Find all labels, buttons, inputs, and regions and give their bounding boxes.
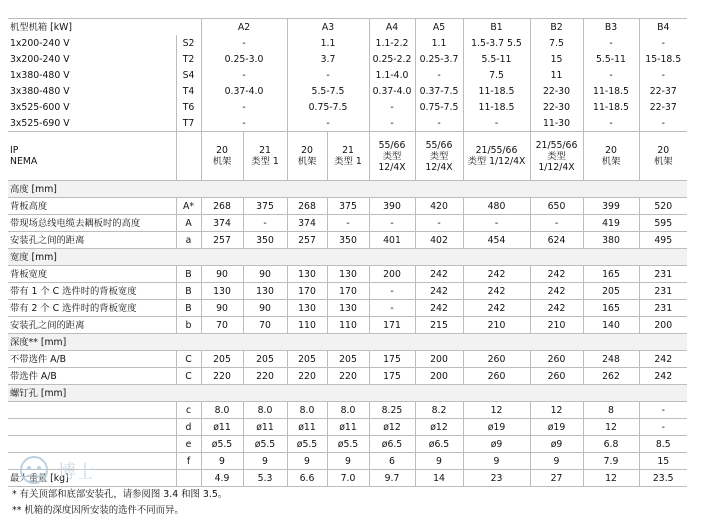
power-range-cell: -: [369, 115, 415, 132]
voltage-code: T6: [176, 99, 201, 115]
weight-value: 27: [530, 470, 583, 487]
dimension-value: 200: [369, 266, 415, 283]
dimension-value: 9: [530, 453, 583, 470]
dimension-value: 454: [463, 232, 530, 249]
dimension-value: 9: [243, 453, 287, 470]
voltage-row: [8, 115, 687, 132]
power-range-cell: -: [639, 115, 687, 132]
ip-rating-cell: 55/66 类型 12/4X: [369, 132, 415, 181]
dimension-value: 9: [463, 453, 530, 470]
dimension-value: 205: [201, 351, 243, 368]
enclosure-header-b1: B1: [463, 19, 530, 36]
dimension-value: 242: [415, 266, 463, 283]
dimension-symbol: A: [176, 215, 201, 232]
dimension-value: 260: [530, 368, 583, 385]
dimension-value: 8.5: [639, 436, 687, 453]
power-range-cell: 11: [530, 67, 583, 83]
dimension-row: [8, 232, 687, 249]
power-range-cell: 0.37-4.0: [369, 83, 415, 99]
dimension-symbol: d: [176, 419, 201, 436]
enclosure-header-b4: B4: [639, 19, 687, 36]
dimension-value: 205: [327, 351, 369, 368]
dimension-value: 130: [327, 266, 369, 283]
dimension-value: 220: [327, 368, 369, 385]
dimension-value: 624: [530, 232, 583, 249]
dimension-value: 210: [463, 317, 530, 334]
dimension-label: 带有 1 个 C 选件时的背板宽度: [8, 283, 176, 300]
dimension-value: 242: [415, 300, 463, 317]
weight-value: 23.5: [639, 470, 687, 487]
weight-value: 6.6: [287, 470, 327, 487]
dimension-row: [8, 300, 687, 317]
dimension-value: 170: [327, 283, 369, 300]
dimension-value: 242: [530, 300, 583, 317]
weight-value: 9.7: [369, 470, 415, 487]
voltage-code: S2: [176, 35, 201, 51]
dimension-row: [8, 198, 687, 215]
dimension-row: [8, 351, 687, 368]
dimension-value: 595: [639, 215, 687, 232]
dimension-value: -: [463, 215, 530, 232]
dimension-value: 390: [369, 198, 415, 215]
dimension-symbol: B: [176, 266, 201, 283]
dimension-value: 242: [530, 266, 583, 283]
dimension-label: 安装孔之间的距离: [8, 232, 176, 249]
weight-value: 5.3: [243, 470, 287, 487]
power-range-cell: 1.1-4.0: [369, 67, 415, 83]
weight-row: [8, 470, 687, 487]
dimension-value: 480: [463, 198, 530, 215]
power-range-cell: -: [583, 35, 639, 51]
dimension-row: [8, 402, 687, 419]
dimension-row: [8, 419, 687, 436]
power-range-cell: 1.1-2.2: [369, 35, 415, 51]
dimension-value: 205: [583, 283, 639, 300]
dimension-value: 165: [583, 300, 639, 317]
ip-rating-cell: 20 机架: [583, 132, 639, 181]
ip-rating-cell: 20 机架: [639, 132, 687, 181]
dimension-value: 260: [463, 368, 530, 385]
section-title: 螺钉孔 [mm]: [8, 385, 687, 402]
voltage-row: [8, 35, 687, 51]
dimension-value: ø19: [530, 419, 583, 436]
dimension-value: 8.0: [327, 402, 369, 419]
dimension-symbol: B: [176, 283, 201, 300]
dimension-value: 215: [415, 317, 463, 334]
dimension-value: 8: [583, 402, 639, 419]
dimension-value: 90: [243, 266, 287, 283]
power-range-cell: -: [583, 115, 639, 132]
dimension-value: 268: [287, 198, 327, 215]
dimension-value: 175: [369, 351, 415, 368]
dimension-value: 110: [287, 317, 327, 334]
power-range-cell: -: [201, 67, 287, 83]
dimension-value: ø6.5: [415, 436, 463, 453]
power-range-cell: 22-37: [639, 99, 687, 115]
dimension-value: 70: [243, 317, 287, 334]
dimension-value: 15: [639, 453, 687, 470]
dimension-label: 带现场总线电缆去耦板时的高度: [8, 215, 176, 232]
power-range-cell: 7.5: [463, 67, 530, 83]
power-range-cell: 0.75-7.5: [287, 99, 369, 115]
dimension-symbol: e: [176, 436, 201, 453]
dimension-value: 12: [463, 402, 530, 419]
dimension-value: 242: [639, 368, 687, 385]
weight-symbol: [176, 470, 201, 487]
dimension-value: 350: [327, 232, 369, 249]
dimension-symbol: f: [176, 453, 201, 470]
dimension-symbol: a: [176, 232, 201, 249]
power-range-cell: 22-30: [530, 99, 583, 115]
voltage-label: 1x380-480 V: [10, 69, 70, 81]
dimension-value: 90: [243, 300, 287, 317]
ip-rating-cell: 55/66 类型 12/4X: [415, 132, 463, 181]
section-title: 深度** [mm]: [8, 334, 687, 351]
dimension-value: 262: [583, 368, 639, 385]
enclosure-header-a4: A4: [369, 19, 415, 36]
dimension-value: 130: [287, 300, 327, 317]
dimension-value: 9: [327, 453, 369, 470]
enclosure-header-a3: A3: [287, 19, 369, 36]
section-header: [8, 249, 687, 266]
dimension-value: 90: [201, 300, 243, 317]
power-range-cell: 0.25-3.0: [201, 51, 287, 67]
dimension-value: 165: [583, 266, 639, 283]
dimension-value: 220: [201, 368, 243, 385]
dimension-row: [8, 283, 687, 300]
dimension-label: 背板高度: [8, 198, 176, 215]
dimension-value: 6.8: [583, 436, 639, 453]
section-header: [8, 181, 687, 198]
dimension-label: 不带选件 A/B: [8, 351, 176, 368]
dimension-label: [8, 453, 176, 470]
power-range-cell: 3.7: [287, 51, 369, 67]
power-range-cell: 0.75-7.5: [415, 99, 463, 115]
dimension-label: [8, 419, 176, 436]
power-range-cell: -: [463, 115, 530, 132]
voltage-label: 3x525-600 V: [10, 101, 70, 113]
dimension-value: 205: [287, 351, 327, 368]
dimension-value: 242: [530, 283, 583, 300]
dimension-value: 380: [583, 232, 639, 249]
dimension-value: 8.2: [415, 402, 463, 419]
power-range-cell: -: [583, 67, 639, 83]
ip-rating-cell: 21 类型 1: [243, 132, 287, 181]
ip-rating-cell: 20 机架: [201, 132, 243, 181]
voltage-row: [8, 99, 687, 115]
dimension-value: 650: [530, 198, 583, 215]
section-title: 宽度 [mm]: [8, 249, 687, 266]
weight-value: 12: [583, 470, 639, 487]
voltage-code: S4: [176, 67, 201, 83]
dimension-value: 350: [243, 232, 287, 249]
dimension-value: -: [369, 283, 415, 300]
voltage-code: T7: [176, 115, 201, 132]
dimension-value: 231: [639, 300, 687, 317]
power-range-cell: 11-18.5: [463, 83, 530, 99]
voltage-label: 1x200-240 V: [10, 37, 70, 49]
power-range-cell: 11-18.5: [463, 99, 530, 115]
dimension-label: [8, 436, 176, 453]
dimension-value: ø11: [243, 419, 287, 436]
dimension-value: 375: [243, 198, 287, 215]
power-range-cell: -: [287, 67, 369, 83]
dimension-value: 520: [639, 198, 687, 215]
power-range-cell: -: [415, 67, 463, 83]
dimension-row: [8, 368, 687, 385]
dimension-value: ø12: [369, 419, 415, 436]
dimension-label: 安装孔之间的距离: [8, 317, 176, 334]
power-range-cell: 11-18.5: [583, 99, 639, 115]
dimension-value: -: [530, 215, 583, 232]
dimension-value: 242: [463, 300, 530, 317]
dimension-value: 260: [463, 351, 530, 368]
weight-value: 14: [415, 470, 463, 487]
footnote-2: ** 机箱的深度因所安装的选件不同而异。: [12, 505, 184, 516]
power-range-cell: 22-37: [639, 83, 687, 99]
weight-value: 7.0: [327, 470, 369, 487]
dimension-symbol: C: [176, 368, 201, 385]
power-range-cell: 0.25-3.7: [415, 51, 463, 67]
dimension-symbol: A*: [176, 198, 201, 215]
dimension-label: 带选件 A/B: [8, 368, 176, 385]
dimension-value: 242: [463, 266, 530, 283]
dimension-value: 9: [415, 453, 463, 470]
dimension-value: 220: [243, 368, 287, 385]
dimension-value: ø5.5: [327, 436, 369, 453]
voltage-code: T2: [176, 51, 201, 67]
dimension-value: 130: [287, 266, 327, 283]
dimension-symbol: B: [176, 300, 201, 317]
dimension-symbol: b: [176, 317, 201, 334]
voltage-row: [8, 83, 687, 99]
ip-nema-row: [8, 132, 687, 181]
dimension-row: [8, 453, 687, 470]
dimension-value: ø12: [415, 419, 463, 436]
dimension-value: 268: [201, 198, 243, 215]
dimension-symbol: c: [176, 402, 201, 419]
dimension-value: 495: [639, 232, 687, 249]
dimension-value: 130: [327, 300, 369, 317]
power-range-cell: 1.1: [415, 35, 463, 51]
power-range-cell: 7.5: [530, 35, 583, 51]
dimension-value: -: [327, 215, 369, 232]
enclosure-header-a5: A5: [415, 19, 463, 36]
dimension-value: 248: [583, 351, 639, 368]
dimension-value: 12: [583, 419, 639, 436]
ip-rating-cell: 21/55/66 类型 1/12/4X: [463, 132, 530, 181]
power-range-cell: 15: [530, 51, 583, 67]
dimension-value: 8.0: [287, 402, 327, 419]
power-range-cell: -: [201, 115, 287, 132]
section-title: 高度 [mm]: [8, 181, 687, 198]
power-range-cell: 5.5-11: [583, 51, 639, 67]
dimension-value: 375: [327, 198, 369, 215]
dimension-value: 12: [530, 402, 583, 419]
dimension-value: ø5.5: [287, 436, 327, 453]
power-range-cell: 0.37-4.0: [201, 83, 287, 99]
dimension-value: ø19: [463, 419, 530, 436]
header-corner: 机型机箱 [kW]: [8, 19, 201, 36]
dimension-value: 171: [369, 317, 415, 334]
dimension-value: 110: [327, 317, 369, 334]
dimension-symbol: C: [176, 351, 201, 368]
dimension-value: 200: [415, 368, 463, 385]
dimension-value: 419: [583, 215, 639, 232]
power-range-cell: -: [369, 99, 415, 115]
enclosure-header-b2: B2: [530, 19, 583, 36]
power-range-cell: 1.5-3.7 5.5: [463, 35, 530, 51]
dimension-value: 399: [583, 198, 639, 215]
power-range-cell: -: [639, 67, 687, 83]
dimension-label: 带有 2 个 C 选件时的背板宽度: [8, 300, 176, 317]
dimension-value: -: [415, 215, 463, 232]
power-range-cell: 5.5-11: [463, 51, 530, 67]
watermark-text: 博士: [58, 462, 94, 483]
dimension-value: 210: [530, 317, 583, 334]
dimension-value: 401: [369, 232, 415, 249]
power-range-cell: -: [287, 115, 369, 132]
power-range-cell: 5.5-7.5: [287, 83, 369, 99]
dimension-value: 257: [201, 232, 243, 249]
ip-sym-cell: [176, 132, 201, 181]
power-range-cell: 11-18.5: [583, 83, 639, 99]
power-range-cell: 22-30: [530, 83, 583, 99]
dimension-value: 170: [287, 283, 327, 300]
dimension-value: ø6.5: [369, 436, 415, 453]
dimension-value: ø11: [327, 419, 369, 436]
dimension-value: -: [243, 215, 287, 232]
voltage-label: 3x525-690 V: [10, 117, 70, 129]
dimension-value: -: [639, 419, 687, 436]
dimension-value: 402: [415, 232, 463, 249]
voltage-row: [8, 51, 687, 67]
dimension-value: ø11: [287, 419, 327, 436]
dimension-value: 175: [369, 368, 415, 385]
dimension-value: 242: [463, 283, 530, 300]
dimension-label: 背板宽度: [8, 266, 176, 283]
dimension-value: ø9: [463, 436, 530, 453]
voltage-row: [8, 67, 687, 83]
weight-value: 4.9: [201, 470, 243, 487]
enclosure-header-b3: B3: [583, 19, 639, 36]
enclosure-header-row: [8, 19, 687, 36]
footnote-1: * 有关顶部和底部安装孔，请参阅图 3.4 和图 3.5。: [12, 489, 228, 500]
dimension-value: 242: [639, 351, 687, 368]
dimension-value: -: [639, 402, 687, 419]
dimension-value: 90: [201, 266, 243, 283]
dimension-value: 200: [415, 351, 463, 368]
dimension-value: 70: [201, 317, 243, 334]
voltage-label: 3x200-240 V: [10, 53, 70, 65]
ip-rating-cell: 21 类型 1: [327, 132, 369, 181]
dimension-row: [8, 436, 687, 453]
specification-table: [8, 18, 687, 487]
dimension-value: 374: [287, 215, 327, 232]
dimension-value: -: [369, 300, 415, 317]
dimension-value: 220: [287, 368, 327, 385]
power-range-cell: 0.37-7.5: [415, 83, 463, 99]
dimension-value: 257: [287, 232, 327, 249]
dimension-row: [8, 317, 687, 334]
dimension-value: 231: [639, 283, 687, 300]
dimension-value: 374: [201, 215, 243, 232]
power-range-cell: 1.1: [287, 35, 369, 51]
section-header: [8, 385, 687, 402]
dimension-value: 200: [639, 317, 687, 334]
voltage-label: 3x380-480 V: [10, 85, 70, 97]
power-range-cell: -: [415, 115, 463, 132]
power-range-cell: 0.25-2.2: [369, 51, 415, 67]
dimension-row: [8, 266, 687, 283]
dimension-value: 8.0: [243, 402, 287, 419]
dimension-value: 9: [287, 453, 327, 470]
dimension-value: 130: [243, 283, 287, 300]
section-header: [8, 334, 687, 351]
power-range-cell: -: [201, 35, 287, 51]
dimension-value: 9: [201, 453, 243, 470]
dimension-value: ø5.5: [201, 436, 243, 453]
power-range-cell: -: [201, 99, 287, 115]
dimension-value: ø5.5: [243, 436, 287, 453]
dimension-value: 140: [583, 317, 639, 334]
dimension-value: ø9: [530, 436, 583, 453]
dimension-row: [8, 215, 687, 232]
dimension-value: 231: [639, 266, 687, 283]
voltage-code: T4: [176, 83, 201, 99]
dimension-value: 260: [530, 351, 583, 368]
weight-label: 最大重量 [kg]: [8, 470, 176, 487]
weight-value: 23: [463, 470, 530, 487]
power-range-cell: 11-30: [530, 115, 583, 132]
ip-nema-label: IP NEMA: [8, 132, 176, 181]
dimension-value: ø11: [201, 419, 243, 436]
ip-rating-cell: 20 机架: [287, 132, 327, 181]
dimension-label: [8, 402, 176, 419]
dimension-value: 6: [369, 453, 415, 470]
dimension-value: 420: [415, 198, 463, 215]
power-range-cell: 15-18.5: [639, 51, 687, 67]
enclosure-header-a2: A2: [201, 19, 287, 36]
dimension-value: 8.0: [201, 402, 243, 419]
dimension-value: 205: [243, 351, 287, 368]
dimension-value: -: [369, 215, 415, 232]
dimension-value: 130: [201, 283, 243, 300]
ip-rating-cell: 21/55/66 类型 1/12/4X: [530, 132, 583, 181]
dimension-value: 242: [415, 283, 463, 300]
dimension-value: 7.9: [583, 453, 639, 470]
power-range-cell: -: [639, 35, 687, 51]
dimension-value: 8.25: [369, 402, 415, 419]
